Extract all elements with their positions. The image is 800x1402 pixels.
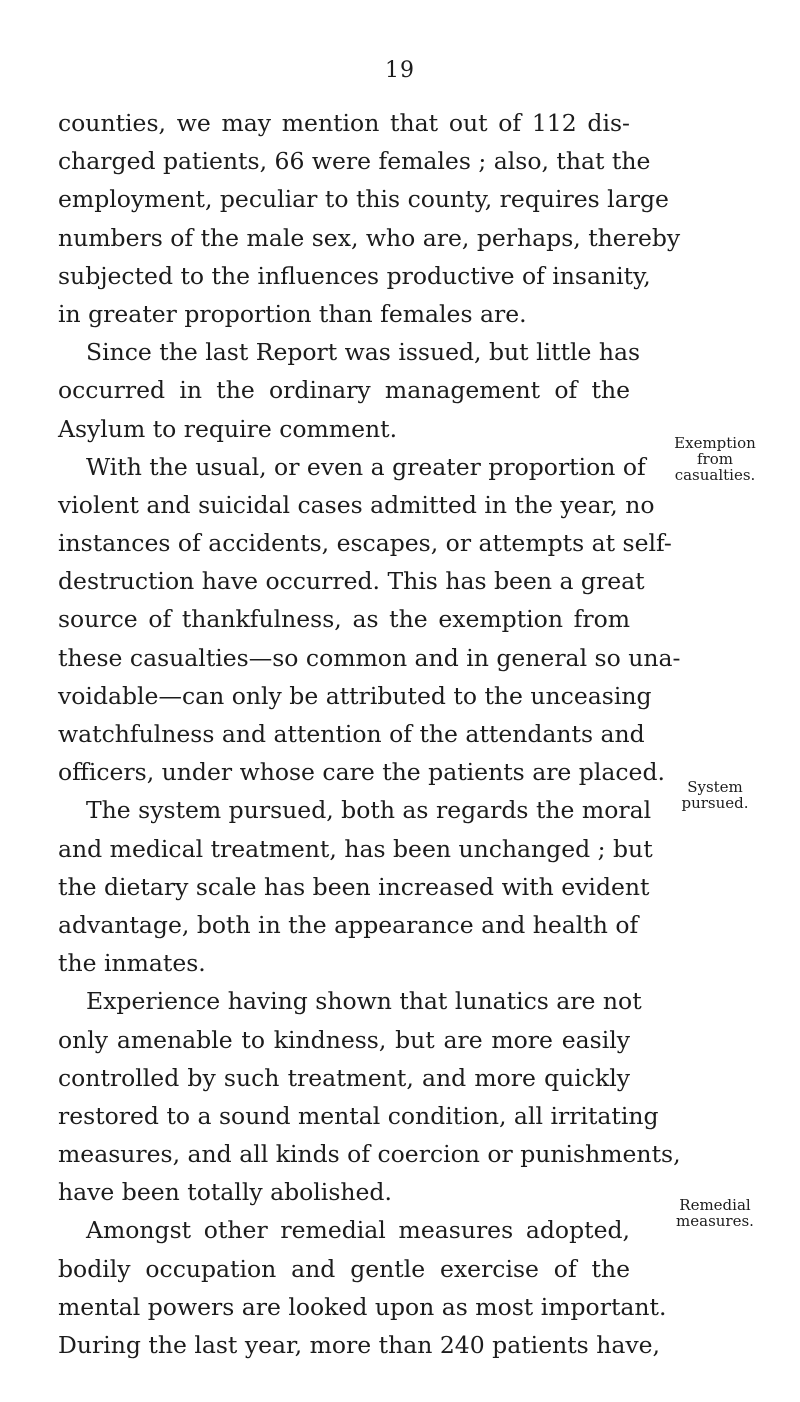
page-number: 19 [385, 58, 415, 83]
text-line: source of thankfulness, as the exemption from [58, 605, 630, 634]
body-text [58, 104, 681, 1364]
text-line: these casualties—so common and in general so una- [58, 643, 681, 672]
text-line: measures, and all kinds of coercion or punishments, [58, 1140, 681, 1169]
side-note-line: Remedial [679, 1196, 751, 1214]
text-line: bodily occupation and gentle exercise of the [58, 1254, 630, 1283]
text-line: With the usual, or even a greater proportion of [86, 452, 646, 481]
text-line: occurred in the ordinary management of the [58, 376, 630, 405]
text-line: the inmates. [58, 949, 206, 978]
text-line: subjected to the influences productive of insanity, [58, 261, 651, 290]
side-note-system [640, 779, 790, 811]
text-line: violent and suicidal cases admitted in the year, no [58, 490, 655, 519]
side-note-line: from [697, 450, 733, 468]
text-line: destruction have occurred. This has been a great [58, 567, 645, 596]
text-line: only amenable to kindness, but are more easily [58, 1025, 630, 1054]
text-line: employment, peculiar to this county, requires large [58, 185, 669, 214]
side-note-line: Exemption [674, 434, 756, 452]
text-line: restored to a sound mental condition, all irritating [58, 1101, 659, 1130]
side-note-line: measures. [676, 1212, 754, 1230]
text-line: Amongst other remedial measures adopted, [86, 1216, 630, 1245]
text-line: numbers of the male sex, who are, perhaps, thereby [58, 223, 681, 252]
text-line: the dietary scale has been increased with evident [58, 872, 650, 901]
text-line: mental powers are looked upon as most important. [58, 1292, 667, 1321]
text-line: charged patients, 66 were females ; also, that the [58, 147, 651, 176]
text-line: instances of accidents, escapes, or attempts at self- [58, 529, 672, 558]
side-note-line: System [687, 778, 743, 796]
side-note-remedial [640, 1197, 790, 1229]
text-line: Experience having shown that lunatics are not [86, 987, 642, 1016]
text-line: Since the last Report was issued, but little has [86, 338, 641, 367]
text-line: The system pursued, both as regards the moral [86, 796, 652, 825]
text-line: officers, under whose care the patients are placed. [58, 758, 665, 787]
text-line: During the last year, more than 240 patients have, [58, 1331, 661, 1359]
side-note-exemption [640, 435, 790, 483]
text-line: voidable—can only be attributed to the unceasing [58, 681, 652, 710]
text-line: advantage, both in the appearance and health of [58, 910, 639, 939]
side-note-line: casualties. [674, 466, 756, 484]
text-line: in greater proportion than females are. [58, 299, 527, 328]
text-line: Asylum to require comment. [58, 414, 398, 443]
text-line: counties, we may mention that out of 112 dis- [58, 109, 630, 137]
text-line: have been totally abolished. [58, 1178, 392, 1207]
text-line: watchfulness and attention of the attendants and [58, 720, 645, 748]
text-line: and medical treatment, has been unchanged ; but [58, 834, 653, 863]
text-line: controlled by such treatment, and more quickly [58, 1063, 630, 1092]
side-note-line: pursued. [681, 794, 749, 812]
